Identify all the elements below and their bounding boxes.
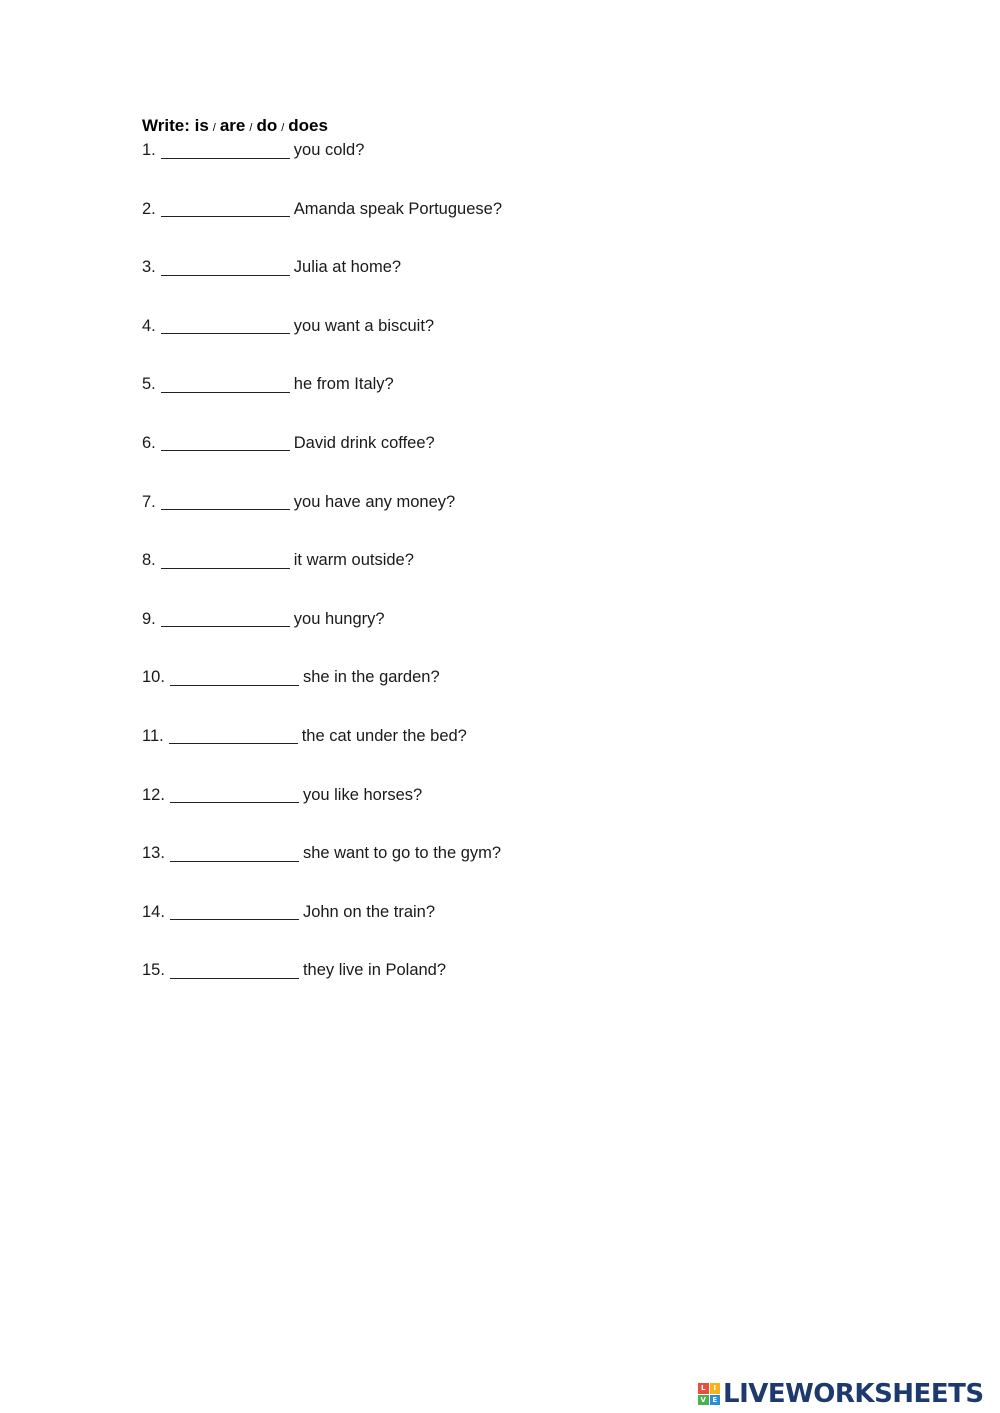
question-item — [142, 253, 842, 312]
question-text: you like horses? — [302, 785, 423, 804]
answer-blank[interactable] — [161, 494, 290, 510]
answer-blank[interactable] — [161, 318, 290, 334]
question-text: John on the train? — [302, 902, 436, 921]
logo-mark-tile: V — [698, 1395, 709, 1406]
logo-mark-tile: L — [698, 1383, 709, 1394]
answer-blank[interactable] — [161, 553, 290, 569]
question-item — [142, 546, 842, 605]
logo-mark-icon — [698, 1383, 720, 1405]
logo-mark-tile: E — [710, 1395, 721, 1406]
answer-blank[interactable] — [161, 260, 290, 276]
logo-mark-tile: I — [710, 1383, 721, 1394]
question-item — [142, 136, 842, 195]
question-text: he from Italy? — [293, 375, 394, 394]
question-list — [142, 136, 842, 1015]
question-item — [142, 663, 842, 722]
question-item — [142, 722, 842, 781]
answer-blank[interactable] — [170, 787, 299, 803]
answer-blank[interactable] — [170, 963, 299, 979]
question-number: 12. — [142, 785, 165, 804]
question-number: 3. — [142, 258, 156, 277]
answer-blank[interactable] — [161, 201, 290, 217]
question-text: you hungry? — [293, 609, 385, 628]
instruction-prefix: Write: — [142, 116, 190, 135]
question-number: 8. — [142, 551, 156, 570]
question-text: they live in Poland? — [302, 961, 447, 980]
answer-blank[interactable] — [161, 611, 290, 627]
question-item — [142, 839, 842, 898]
liveworksheets-logo — [698, 1378, 984, 1410]
answer-blank[interactable] — [161, 377, 290, 393]
question-text: she in the garden? — [302, 668, 440, 687]
instruction-word: is — [194, 116, 209, 135]
question-number: 7. — [142, 492, 156, 511]
answer-blank[interactable] — [170, 670, 299, 686]
logo-text: LIVEWORKSHEETS — [723, 1379, 984, 1409]
instruction-separator: / — [212, 122, 216, 134]
question-item — [142, 898, 842, 957]
instruction-word: does — [288, 116, 328, 135]
question-text: she want to go to the gym? — [302, 844, 502, 863]
worksheet — [142, 112, 842, 1019]
question-number: 11. — [142, 726, 164, 745]
question-item — [142, 605, 842, 664]
instruction-separator: / — [281, 122, 285, 134]
question-number: 1. — [142, 141, 156, 159]
question-number: 9. — [142, 609, 156, 628]
question-text: Julia at home? — [293, 258, 402, 277]
question-number: 13. — [142, 844, 165, 863]
question-item — [142, 429, 842, 488]
question-text: you have any money? — [293, 492, 456, 511]
question-item — [142, 781, 842, 840]
question-number: 15. — [142, 961, 165, 980]
question-number: 14. — [142, 902, 165, 921]
question-text: David drink coffee? — [293, 433, 435, 452]
question-item — [142, 488, 842, 547]
question-number: 6. — [142, 433, 156, 452]
question-text: you want a biscuit? — [293, 316, 435, 335]
question-text: Amanda speak Portuguese? — [293, 199, 502, 218]
answer-blank[interactable] — [161, 143, 290, 159]
question-text: you cold? — [293, 141, 365, 159]
question-number: 10. — [142, 668, 165, 687]
question-item — [142, 195, 842, 254]
answer-blank[interactable] — [161, 435, 290, 451]
question-number: 4. — [142, 316, 156, 335]
answer-blank[interactable] — [170, 846, 299, 862]
instruction-separator: / — [249, 122, 253, 134]
question-text: it warm outside? — [293, 551, 414, 570]
instruction-word: do — [256, 116, 278, 135]
question-item — [142, 956, 842, 1015]
answer-blank[interactable] — [170, 904, 299, 920]
question-item — [142, 312, 842, 371]
question-number: 5. — [142, 375, 156, 394]
question-number: 2. — [142, 199, 156, 218]
instruction-word: are — [219, 116, 246, 135]
question-item — [142, 370, 842, 429]
question-text: the cat under the bed? — [301, 726, 467, 745]
answer-blank[interactable] — [169, 728, 298, 744]
